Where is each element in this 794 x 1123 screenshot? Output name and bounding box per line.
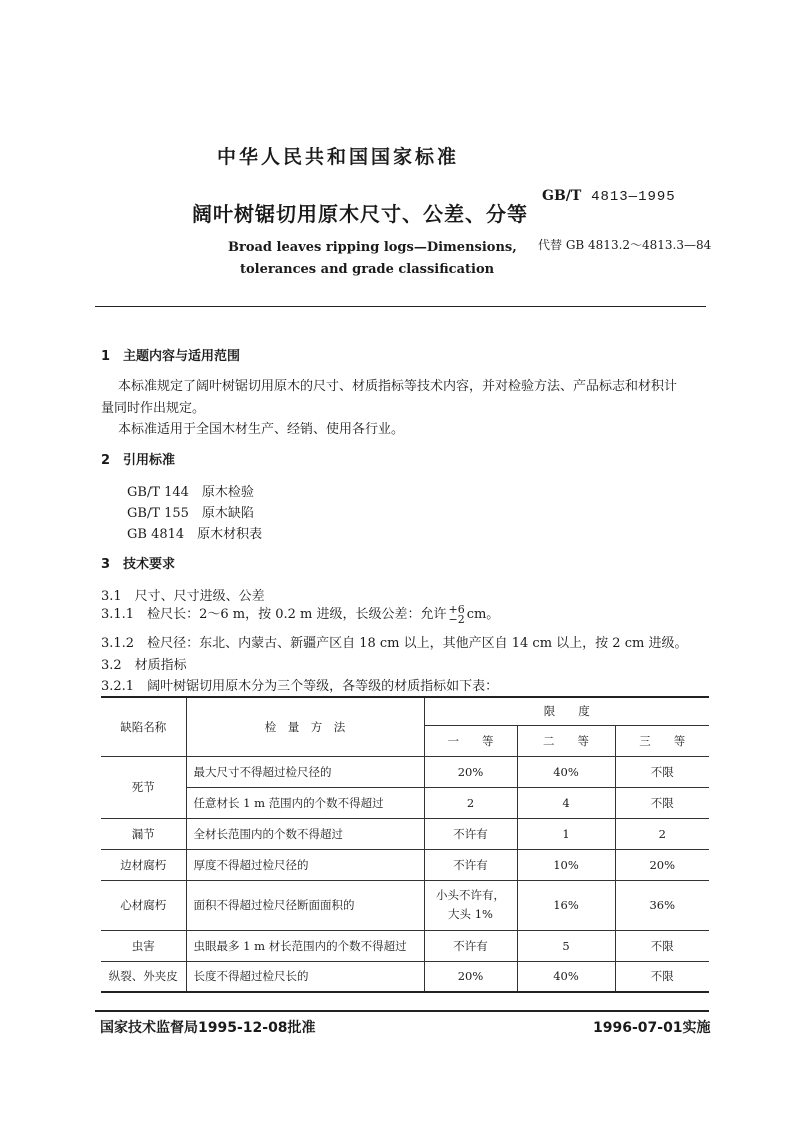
col-header-limit: 限 度	[424, 697, 709, 725]
grade-1-cell: 不许有	[424, 930, 517, 961]
replaces-note: 代替 GB 4813.2～4813.3—84	[538, 238, 712, 252]
section-1-para-1a: 本标准规定了阔叶树锯切用原木的尺寸、材质指标等技术内容，并对检验方法、产品标志和材积计	[118, 379, 678, 394]
defect-name: 虫害	[101, 930, 186, 961]
table-row	[101, 818, 709, 849]
grade-1-line-1: 小头不许有，	[436, 888, 505, 902]
method-cell: 长度不得超过检尺长的	[186, 961, 424, 992]
defect-name: 纵裂、外夹皮	[101, 961, 186, 992]
method-cell: 任意材长 1 m 范围内的个数不得超过	[186, 787, 424, 818]
grade-2-cell: 16%	[517, 880, 615, 930]
clause-3-1-1	[101, 603, 499, 625]
grade-1-cell: 不许有	[424, 818, 517, 849]
table-row	[101, 930, 709, 961]
reference-item: GB/T 144 原木检验	[127, 485, 254, 500]
standard-number	[542, 188, 676, 205]
grade-1-cell: 不许有	[424, 849, 517, 880]
grade-1-cell: 2	[424, 787, 517, 818]
defect-name: 心材腐朽	[101, 880, 186, 930]
tolerance-fraction	[448, 602, 465, 626]
table-row	[101, 756, 709, 787]
method-cell: 最大尺寸不得超过检尺径的	[186, 756, 424, 787]
clause-3-2-1: 3.2.1 阔叶树锯切用原木分为三个等级，各等级的材质指标如下表：	[101, 679, 499, 694]
section-1-para-1b: 量同时作出规定。	[101, 401, 206, 416]
standard-prefix: GB/T	[542, 188, 582, 204]
reference-item: GB/T 155 原木缺陷	[127, 506, 254, 521]
table-row	[101, 880, 709, 930]
col-header-defect: 缺陷名称	[101, 697, 186, 756]
reference-item: GB 4814 原木材积表	[127, 527, 263, 542]
grade-3-cell: 不限	[615, 787, 709, 818]
clause-3-1: 3.1 尺寸、尺寸进级、公差	[101, 589, 265, 604]
grade-1-cell	[424, 880, 517, 930]
grade-3-cell: 36%	[615, 880, 709, 930]
clause-3-1-2: 3.1.2 检尺径：东北、内蒙古、新疆产区自 18 cm 以上，其他产区自 14 cm 以上，按 2 cm 进级。	[101, 636, 688, 651]
grade-1-cell: 20%	[424, 756, 517, 787]
tolerance-minus: −2	[448, 612, 465, 626]
table-row	[101, 787, 709, 818]
method-cell: 厚度不得超过检尺径的	[186, 849, 424, 880]
grade-3-cell: 不限	[615, 961, 709, 992]
footer-divider	[95, 1010, 709, 1012]
grade-2-cell: 10%	[517, 849, 615, 880]
grade-3-cell: 不限	[615, 756, 709, 787]
col-header-grade-2: 二 等	[517, 725, 615, 756]
national-standard-heading: 中华人民共和国国家标准	[217, 146, 460, 168]
tolerance-plus: +6	[448, 602, 465, 616]
table-row	[101, 849, 709, 880]
clause-3-1-1-text: 3.1.1 检尺长：2～6 m，按 0.2 m 进级，长级公差：允许	[101, 607, 447, 622]
header-divider	[95, 306, 706, 307]
english-title-line2: tolerances and grade classification	[240, 262, 495, 277]
document-title: 阔叶树锯切用原木尺寸、公差、分等	[192, 202, 528, 226]
col-header-grade-3: 三 等	[615, 725, 709, 756]
clause-3-1-1-unit: cm。	[466, 607, 500, 622]
standard-code: 4813—1995	[591, 189, 676, 205]
effective-date: 1996-07-01实施	[593, 1020, 711, 1036]
clause-3-2: 3.2 材质指标	[101, 658, 187, 673]
col-header-grade-1: 一 等	[424, 725, 517, 756]
section-1-para-2: 本标准适用于全国木材生产、经销、使用各行业。	[118, 422, 405, 437]
grade-2-cell: 5	[517, 930, 615, 961]
section-2-heading: 2 引用标准	[101, 453, 176, 468]
english-title-line1: Broad leaves ripping logs—Dimensions,	[228, 240, 517, 255]
grade-2-cell: 40%	[517, 756, 615, 787]
method-cell: 全材长范围内的个数不得超过	[186, 818, 424, 849]
grade-1-cell: 20%	[424, 961, 517, 992]
grade-2-cell: 4	[517, 787, 615, 818]
grade-2-cell: 40%	[517, 961, 615, 992]
table-row	[101, 961, 709, 992]
grade-criteria-table	[101, 696, 709, 993]
defect-name: 死节	[101, 756, 186, 818]
section-3-heading: 3 技术要求	[101, 557, 176, 572]
approval-date: 国家技术监督局1995-12-08批准	[100, 1020, 316, 1036]
grade-2-cell: 1	[517, 818, 615, 849]
defect-name: 漏节	[101, 818, 186, 849]
section-1-heading: 1 主题内容与适用范围	[101, 349, 241, 364]
grade-3-cell: 不限	[615, 930, 709, 961]
grade-1-line-2: 大头 1%	[448, 907, 493, 921]
grade-3-cell: 2	[615, 818, 709, 849]
grade-3-cell: 20%	[615, 849, 709, 880]
method-cell: 虫眼最多 1 m 材长范围内的个数不得超过	[186, 930, 424, 961]
defect-name: 边材腐朽	[101, 849, 186, 880]
col-header-method: 检 量 方 法	[186, 697, 424, 756]
method-cell: 面积不得超过检尺径断面面积的	[186, 880, 424, 930]
